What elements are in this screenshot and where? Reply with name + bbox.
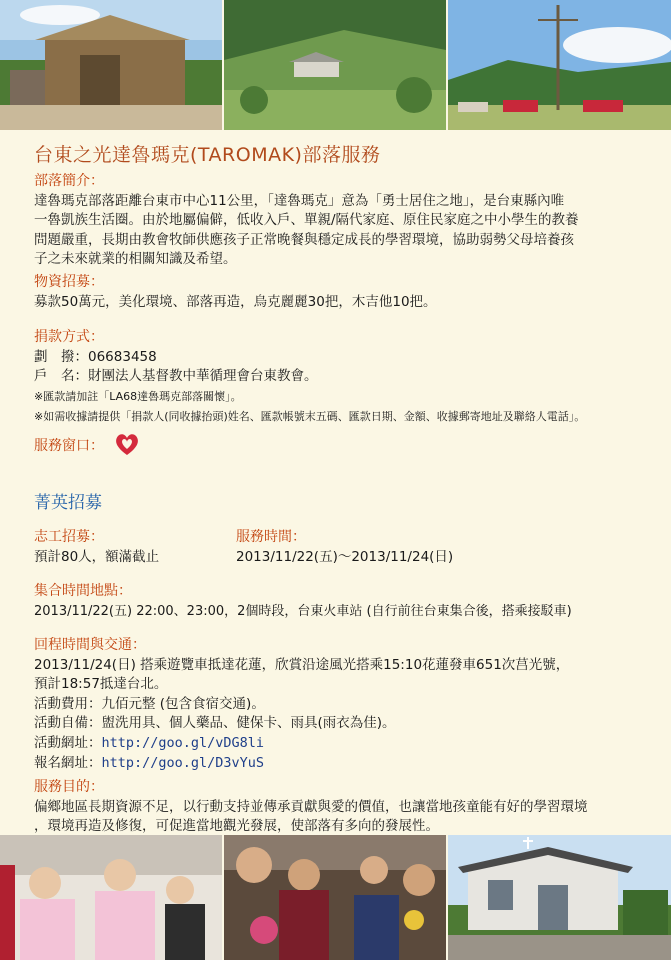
donation-section	[34, 328, 585, 425]
donation-heading: 捐款方式：	[34, 329, 104, 345]
photo-ceremony-field	[448, 0, 671, 130]
volunteer-section	[34, 528, 159, 567]
photo-thatched-hut	[0, 0, 222, 130]
donation-name: 戶 名：財團法人基督教中華循理會台東教會。	[34, 368, 318, 385]
recruit-title: 菁英招募	[34, 493, 102, 513]
purpose-line: ，環境再造及修復，可促進當地觀光發展，使部落有多向的發展性。	[34, 818, 439, 835]
intro-line: 子之未來就業的相關知識及希望。	[34, 251, 237, 268]
bottom-photo-strip	[0, 835, 671, 960]
volunteer-heading: 志工招募：	[34, 529, 104, 545]
gather-text: 2013/11/22(五) 22:00、23:00，2個時段，台東火車站 (自行前往台東集合後，搭乘接駁車)	[34, 603, 572, 619]
photo-church-building	[448, 835, 671, 960]
period-text: 2013/11/22(五)～2013/11/24(日)	[236, 548, 454, 565]
intro-heading: 部落簡介：	[34, 173, 104, 189]
signup-label: 報名網址：	[34, 754, 102, 771]
top-photo-strip	[0, 0, 671, 130]
period-section	[236, 528, 453, 567]
site-url-link[interactable]: http://goo.gl/vDG8li	[101, 734, 265, 751]
return-section	[34, 636, 569, 773]
supplies-section	[34, 273, 437, 312]
page-title: 台東之光達魯瑪克(TAROMAK)部落服務	[34, 144, 381, 166]
return-line: 2013/11/24(日) 搭乘遊覽車抵達花蓮，欣賞沿途風光搭乘15:10花蓮發車651次莒光號，	[34, 656, 570, 673]
photo-tribal-crowd	[224, 835, 446, 960]
heart-logo-icon	[113, 430, 141, 458]
return-line: 活動費用：九佰元整 (包含食宿交通)。	[34, 695, 265, 712]
intro-line: 一魯凱族生活圈。由於地屬偏僻，低收入戶、單親/隔代家庭、原住民家庭之中小學生的教養	[34, 212, 579, 229]
donation-account: 劃 撥：06683458	[34, 348, 157, 365]
site-label: 活動網址：	[34, 734, 102, 751]
return-line: 預計18:57抵達台北。	[34, 676, 168, 693]
photo-children-costumes	[0, 835, 222, 960]
gather-section	[34, 582, 572, 621]
purpose-line: 偏鄉地區長期資源不足，以行動支持並傳承貢獻與愛的價值，也讓當地孩童能有好的學習環境	[34, 798, 588, 815]
service-window-heading: 服務窗口：	[34, 438, 104, 454]
supplies-text: 募款50萬元，美化環境、部落再造，烏克麗麗30把，木吉他10把。	[34, 293, 437, 310]
donation-note-2: ※如需收據請提供「捐款人(同收據抬頭)姓名、匯款帳號末五碼、匯款日期、金額、收據郵寄地址及聯絡人電話」。	[34, 409, 586, 423]
photo-mountain-village	[224, 0, 446, 130]
intro-line: 達魯瑪克部落距離台東市中心11公里，「達魯瑪克」意為「勇士居住之地」，是台東縣內唯	[34, 192, 565, 209]
donation-note-1: ※匯款請加註「LA68達魯瑪克部落關懷」。	[34, 389, 242, 403]
return-line: 活動自備：盥洗用具、個人藥品、健保卡、雨具(雨衣為佳)。	[34, 715, 396, 732]
intro-section	[34, 172, 579, 270]
purpose-heading: 服務目的：	[34, 779, 104, 795]
signup-row	[34, 754, 569, 774]
gather-heading: 集合時間地點：	[34, 583, 132, 599]
return-heading: 回程時間與交通：	[34, 637, 146, 653]
period-heading: 服務時間：	[236, 529, 306, 545]
intro-line: 問題嚴重，長期由教會牧師供應孩子正常晚餐與穩定成長的學習環境，協助弱勢父母培養孩	[34, 231, 574, 248]
signup-url-link[interactable]: http://goo.gl/D3vYuS	[101, 754, 265, 771]
purpose-section	[34, 778, 588, 837]
service-window-section	[34, 437, 104, 457]
volunteer-text: 預計80人，額滿截止	[34, 548, 160, 565]
site-row	[34, 734, 569, 754]
supplies-heading: 物資招募：	[34, 274, 104, 290]
